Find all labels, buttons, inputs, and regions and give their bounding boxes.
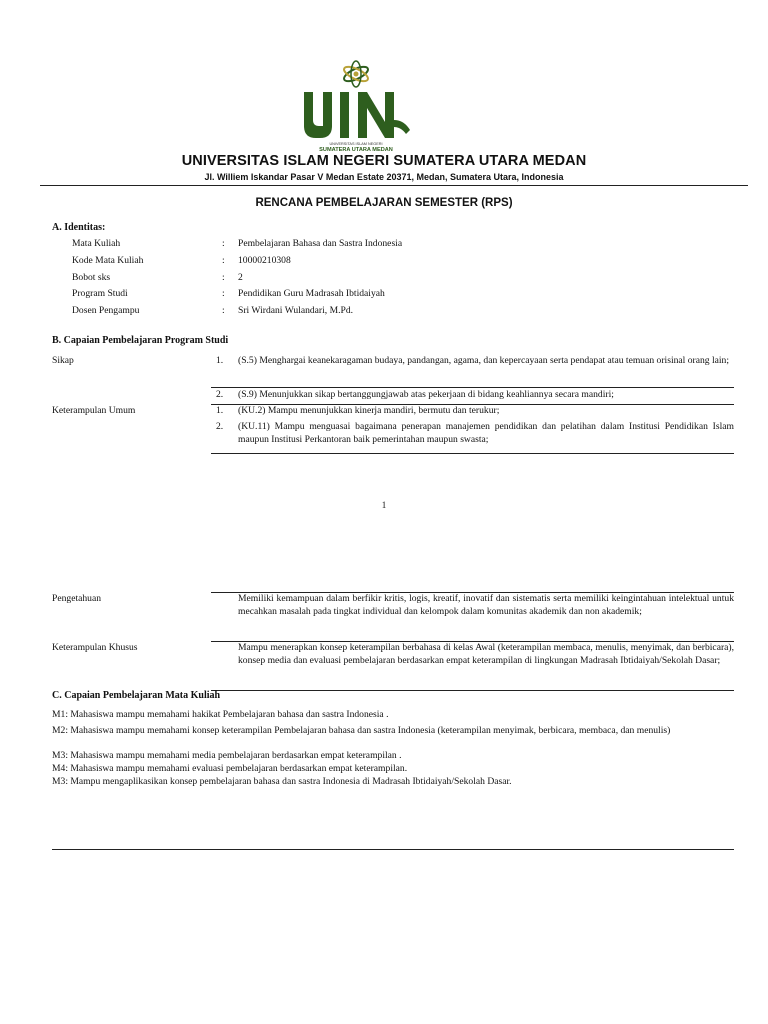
- identitas-value: Sri Wirdani Wulandari, M.Pd.: [238, 305, 354, 316]
- university-logo: [296, 58, 416, 154]
- cpmk-item: M3: Mahasiswa mampu memahami media pembelajaran berdasarkan empat keterampilan .: [52, 750, 402, 761]
- identitas-label: Mata Kuliah: [72, 238, 121, 249]
- university-name: UNIVERSITAS ISLAM NEGERI SUMATERA UTARA MEDAN: [181, 153, 587, 169]
- logo-subtitle-1: UNIVERSITAS ISLAM NEGERI: [329, 142, 383, 146]
- identitas-value: Pendidikan Guru Madrasah Ibtidaiyah: [238, 288, 385, 299]
- sikap-item-number: 1.: [216, 355, 224, 366]
- cpmk-item: M1: Mahasiswa mampu memahami hakikat Pembelajaran bahasa dan sastra Indonesia .: [52, 709, 389, 720]
- identitas-value: Pembelajaran Bahasa dan Sastra Indonesia: [238, 238, 403, 249]
- footer-rule: [52, 849, 734, 850]
- page-number: 1: [381, 500, 387, 510]
- identitas-value: 2: [238, 272, 243, 283]
- identitas-colon: :: [222, 288, 225, 299]
- identitas-label: Program Studi: [72, 288, 128, 299]
- identitas-label: Kode Mata Kuliah: [72, 255, 144, 266]
- header-divider: [40, 185, 748, 186]
- ku-item-number: 2.: [216, 421, 224, 432]
- sikap-label: Sikap: [52, 355, 74, 366]
- sikap-item-text: (S.9) Menunjukkan sikap bertanggungjawab atas pekerjaan di bidang keahliannya secara mandiri;: [238, 389, 614, 400]
- table-rule: [211, 387, 734, 388]
- uin-logo-letters: [304, 92, 410, 138]
- ku-item-text: (KU.2) Mampu menunjukkan kinerja mandiri, bermutu dan terukur;: [238, 405, 500, 416]
- logo-subtitle-2: SUMATERA UTARA MEDAN: [319, 147, 393, 153]
- identitas-value: 10000210308: [238, 255, 291, 266]
- cpmk-item: M3: Mampu mengaplikasikan konsep pembelajaran bahasa dan sastra Indonesia di Madrasah Ibtidaiyah/Sekolah Dasar.: [52, 776, 512, 787]
- identitas-colon: :: [222, 305, 225, 316]
- sikap-item-text: (S.5) Menghargai keanekaragaman budaya, pandangan, agama, dan kepercayaan serta pendapat atau temuan orisinal orang lain;: [238, 355, 730, 366]
- atom-emblem-icon: [342, 61, 370, 87]
- university-address: Jl. Williem Iskandar Pasar V Medan Estate 20371, Medan, Sumatera Utara, Indonesia: [204, 172, 564, 182]
- keterampilan-umum-label: Keterampulan Umum: [52, 405, 136, 416]
- cpmk-item: M2: Mahasiswa mampu memahami konsep keterampilan Pembelajaran bahasa dan sastra Indonesia (keterampilan menyimak, berbicara, membaca, dan menulis): [52, 725, 671, 736]
- table-rule: [211, 690, 734, 691]
- identitas-colon: :: [222, 255, 225, 266]
- pengetahuan-label: Pengetahuan: [52, 593, 102, 604]
- cpmk-item: M4: Mahasiswa mampu memahami evaluasi pembelajaran berdasarkan empat keterampilan.: [52, 763, 408, 774]
- sikap-item-number: 2.: [216, 389, 224, 400]
- document-title: RENCANA PEMBELAJARAN SEMESTER (RPS): [255, 197, 513, 209]
- identitas-colon: :: [222, 272, 225, 283]
- section-cpl-heading: B. Capaian Pembelajaran Program Studi: [52, 335, 229, 346]
- ku-item-number: 1.: [216, 405, 224, 416]
- table-rule: [211, 453, 734, 454]
- identitas-label: Dosen Pengampu: [72, 305, 140, 316]
- section-cpmk-heading: C. Capaian Pembelajaran Mata Kuliah: [52, 690, 221, 701]
- ku-item-text: (KU.11) Mampu menguasai bagaimana penerapan manajemen pendidikan dan pelatihan dalam Institusi Pendidikan Islam maupun Institusi Perkantoran baik pemerintahan maupun swasta;: [238, 421, 734, 445]
- identitas-label: Bobot sks: [72, 272, 111, 283]
- section-identitas-heading: A. Identitas:: [52, 222, 106, 233]
- keterampilan-khusus-label: Keterampulan Khusus: [52, 642, 138, 653]
- keterampilan-khusus-text: Mampu menerapkan konsep keterampilan berbahasa di kelas Awal (keterampilan membaca, menulis, menyimak, dan berbicara), konsep media dan evaluasi pembelajaran berdasarkan empat keterampilan di lingkungan Madrasah Ibtidaiyah/Sekolah Dasar;: [238, 642, 734, 666]
- pengetahuan-text: Memiliki kemampuan dalam berfikir kritis, logis, kreatif, inovatif dan sistematis serta memiliki keingintahuan intelektual untuk mecahkan masalah pada tingkat individual dan kelompok dalam komunitas akademik dan non akademik;: [238, 593, 734, 617]
- identitas-colon: :: [222, 238, 225, 249]
